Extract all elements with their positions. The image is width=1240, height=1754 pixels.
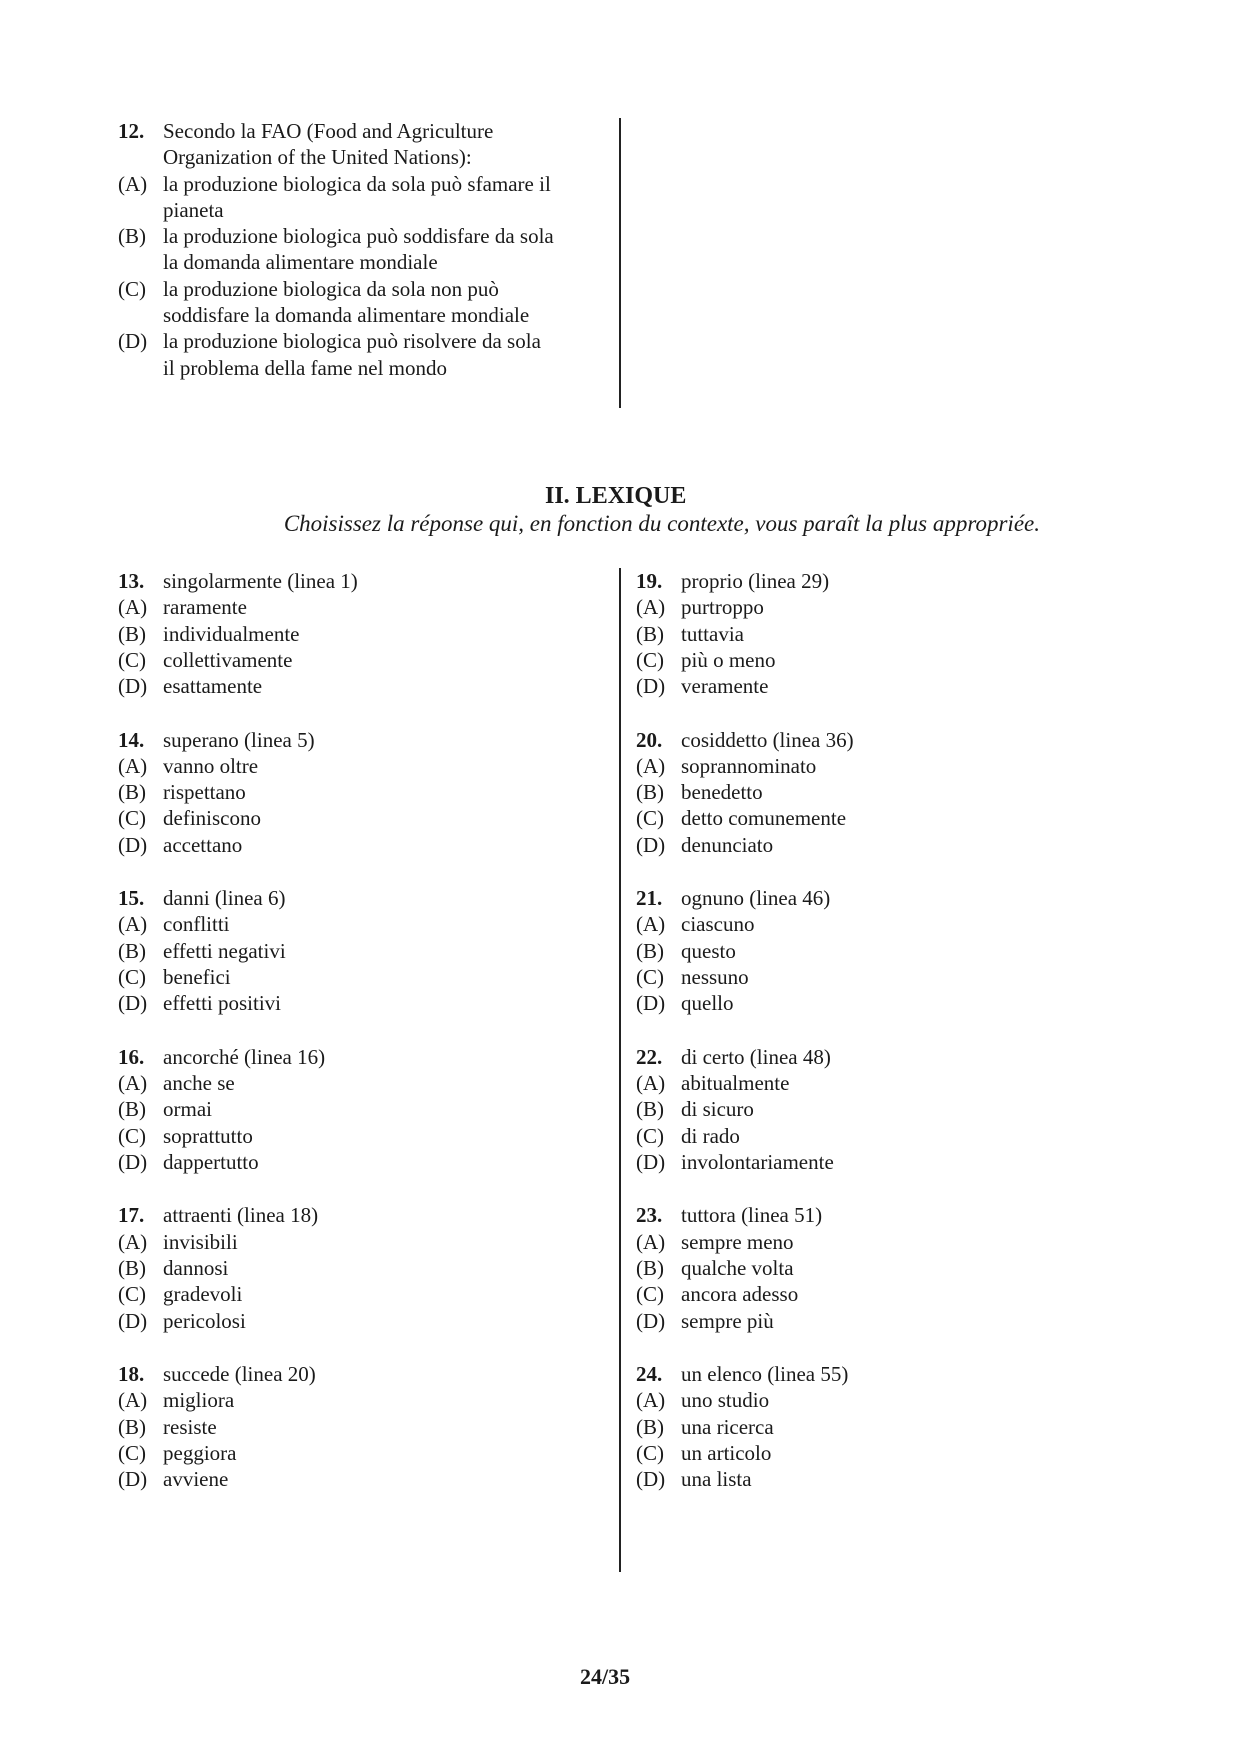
question-12 xyxy=(118,118,596,381)
option-label: (C) xyxy=(118,806,146,831)
option-label: (B) xyxy=(636,938,664,963)
option-label: (A) xyxy=(118,1071,148,1096)
option-text: dannosi xyxy=(163,1255,229,1280)
option-text: peggiora xyxy=(163,1440,237,1465)
option-text: un articolo xyxy=(681,1440,772,1465)
option-label: (C) xyxy=(118,276,146,301)
option-label: (B) xyxy=(118,1414,146,1439)
answer-option xyxy=(118,964,596,990)
answer-option xyxy=(118,990,596,1016)
option-label: (C) xyxy=(118,647,146,672)
option-label: (D) xyxy=(118,674,148,699)
option-label: (D) xyxy=(118,1467,148,1492)
option-text: invisibili xyxy=(163,1229,238,1254)
option-text: effetti positivi xyxy=(163,991,282,1016)
column-divider-lexique xyxy=(619,568,621,1572)
section-instructions: Choisissez la réponse qui, en fonction du contexte, vous paraît la plus appropriée. xyxy=(283,511,1040,536)
option-label: (A) xyxy=(118,1229,148,1254)
option-text: raramente xyxy=(163,595,247,620)
option-text: quello xyxy=(681,991,734,1016)
question-13 xyxy=(118,568,596,699)
answer-option xyxy=(118,1255,596,1281)
question-stem: di certo (linea 48) xyxy=(681,1044,831,1069)
answer-option xyxy=(636,673,1114,699)
option-label: (A) xyxy=(636,1071,666,1096)
option-label: (D) xyxy=(118,1149,148,1174)
answer-option xyxy=(636,990,1114,1016)
question-20 xyxy=(636,727,1114,858)
option-label: (C) xyxy=(636,1123,664,1148)
question-number: 13. xyxy=(118,569,145,593)
question-14 xyxy=(118,727,596,858)
page-number: 24/35 xyxy=(580,1664,631,1689)
option-label: (A) xyxy=(118,912,148,937)
option-text: questo xyxy=(681,938,736,963)
option-label: (C) xyxy=(636,965,664,990)
answer-option xyxy=(118,1308,596,1334)
answer-option xyxy=(118,1149,596,1175)
option-label: (C) xyxy=(636,1440,664,1465)
answer-option xyxy=(118,938,596,964)
option-label: (B) xyxy=(636,1255,664,1280)
question-stem: tuttora (linea 51) xyxy=(681,1203,823,1228)
option-text: esattamente xyxy=(163,674,263,699)
answer-option xyxy=(636,1229,1114,1255)
option-text: accettano xyxy=(163,832,243,857)
option-text: soprattutto xyxy=(163,1123,253,1148)
option-text: una lista xyxy=(681,1467,752,1492)
option-text: involontariamente xyxy=(681,1149,834,1174)
question-number: 20. xyxy=(636,727,663,752)
option-label: (C) xyxy=(636,647,664,672)
question-number: 21. xyxy=(636,886,663,911)
option-text: veramente xyxy=(681,674,769,699)
option-text: pericolosi xyxy=(163,1308,246,1333)
option-label: (C) xyxy=(636,1282,664,1307)
option-text: qualche volta xyxy=(681,1255,794,1280)
option-label: (D) xyxy=(636,674,666,699)
answer-option xyxy=(118,753,596,779)
option-text: detto comunemente xyxy=(681,806,847,831)
option-label: (B) xyxy=(118,1097,146,1122)
answer-option xyxy=(636,753,1114,779)
option-text: purtroppo xyxy=(681,595,764,620)
answer-option xyxy=(636,832,1114,858)
option-label: (C) xyxy=(118,1440,146,1465)
question-number: 12. xyxy=(118,119,145,143)
answer-option xyxy=(118,1414,596,1440)
question-stem: Secondo la FAO (Food and Agriculture xyxy=(163,119,494,143)
question-stem-continued: Organization of the United Nations): xyxy=(163,145,472,170)
option-text: di rado xyxy=(681,1123,740,1148)
answer-option xyxy=(118,1123,596,1149)
question-stem: superano (linea 5) xyxy=(163,727,315,752)
answer-option xyxy=(636,1414,1114,1440)
option-text: benedetto xyxy=(681,780,763,805)
column-divider-top xyxy=(619,118,621,408)
option-label: (D) xyxy=(118,329,148,354)
answer-option xyxy=(636,1123,1114,1149)
question-stem: ancorché (linea 16) xyxy=(163,1044,326,1069)
option-text: uno studio xyxy=(681,1388,770,1413)
question-number: 15. xyxy=(118,886,145,911)
question-number: 16. xyxy=(118,1044,145,1069)
option-text: una ricerca xyxy=(681,1414,774,1439)
question-stem: un elenco (linea 55) xyxy=(681,1362,849,1386)
answer-option xyxy=(636,779,1114,805)
option-text: gradevoli xyxy=(163,1282,243,1307)
question-17 xyxy=(118,1202,596,1333)
option-label: (B) xyxy=(118,1255,146,1280)
option-label: (A) xyxy=(636,1388,666,1413)
answer-option xyxy=(118,832,596,858)
question-15 xyxy=(118,885,596,1016)
option-text: migliora xyxy=(163,1388,235,1413)
option-label: (B) xyxy=(636,1097,664,1122)
option-label: (C) xyxy=(118,965,146,990)
option-text: la produzione biologica da sola non può xyxy=(163,276,499,301)
question-19 xyxy=(636,568,1114,699)
answer-option xyxy=(118,647,596,673)
answer-option xyxy=(636,1096,1114,1122)
option-text: resiste xyxy=(163,1414,217,1439)
option-text: abitualmente xyxy=(681,1071,790,1096)
answer-option xyxy=(118,1096,596,1122)
question-18 xyxy=(118,1361,596,1492)
answer-option xyxy=(118,911,596,937)
answer-option xyxy=(636,1440,1114,1466)
answer-option xyxy=(636,1149,1114,1175)
answer-option xyxy=(636,964,1114,990)
answer-option xyxy=(118,805,596,831)
question-stem: proprio (linea 29) xyxy=(681,569,830,593)
question-number: 17. xyxy=(118,1203,145,1228)
option-text: denunciato xyxy=(681,832,774,857)
answer-option xyxy=(118,1281,596,1307)
option-label: (D) xyxy=(636,1149,666,1174)
option-text: ancora adesso xyxy=(681,1282,799,1307)
answer-option xyxy=(118,1440,596,1466)
question-stem: succede (linea 20) xyxy=(163,1362,316,1386)
option-label: (B) xyxy=(118,780,146,805)
question-21 xyxy=(636,885,1114,1016)
option-text: benefici xyxy=(163,965,231,990)
option-label: (D) xyxy=(118,1308,148,1333)
option-text: dappertutto xyxy=(163,1149,259,1174)
question-23 xyxy=(636,1202,1114,1333)
option-label: (A) xyxy=(118,595,148,620)
answer-option xyxy=(636,594,1114,620)
option-text-continued: soddisfare la domanda alimentare mondiale xyxy=(163,303,530,328)
answer-option xyxy=(636,1308,1114,1334)
option-label: (D) xyxy=(636,832,666,857)
answer-option xyxy=(636,805,1114,831)
option-text: ormai xyxy=(163,1097,212,1122)
question-number: 22. xyxy=(636,1044,663,1069)
option-text: individualmente xyxy=(163,621,300,646)
option-label: (B) xyxy=(118,938,146,963)
answer-option xyxy=(118,673,596,699)
option-text: effetti negativi xyxy=(163,938,286,963)
option-label: (A) xyxy=(118,1388,148,1413)
option-label: (A) xyxy=(636,1229,666,1254)
answer-option xyxy=(118,1387,596,1413)
option-label: (C) xyxy=(118,1123,146,1148)
option-label: (B) xyxy=(636,780,664,805)
option-label: (D) xyxy=(118,991,148,1016)
option-text: avviene xyxy=(163,1467,229,1492)
option-label: (D) xyxy=(636,991,666,1016)
answer-option xyxy=(636,1387,1114,1413)
option-text: tuttavia xyxy=(681,621,744,646)
answer-option xyxy=(636,911,1114,937)
option-text: collettivamente xyxy=(163,647,293,672)
option-text: conflitti xyxy=(163,912,230,937)
option-text-continued: la domanda alimentare mondiale xyxy=(163,250,438,275)
option-label: (B) xyxy=(636,1414,664,1439)
question-22 xyxy=(636,1044,1114,1175)
option-label: (A) xyxy=(118,171,148,196)
option-label: (B) xyxy=(636,621,664,646)
answer-option xyxy=(118,1070,596,1096)
question-stem: ognuno (linea 46) xyxy=(681,886,831,911)
option-text-continued: pianeta xyxy=(163,197,224,222)
option-label: (C) xyxy=(636,806,664,831)
option-label: (A) xyxy=(636,595,666,620)
answer-option xyxy=(118,779,596,805)
option-text: nessuno xyxy=(681,965,749,990)
option-label: (D) xyxy=(636,1467,666,1492)
option-text: la produzione biologica da sola può sfamare il xyxy=(163,171,551,196)
question-number: 19. xyxy=(636,569,663,593)
question-number: 24. xyxy=(636,1362,663,1386)
question-stem: cosiddetto (linea 36) xyxy=(681,727,854,752)
answer-option xyxy=(636,647,1114,673)
answer-option xyxy=(636,1070,1114,1096)
option-label: (A) xyxy=(636,753,666,778)
option-label: (D) xyxy=(118,832,148,857)
answer-option xyxy=(118,621,596,647)
option-label: (B) xyxy=(118,621,146,646)
question-16 xyxy=(118,1044,596,1175)
option-text: sempre meno xyxy=(681,1229,794,1254)
option-text: vanno oltre xyxy=(163,753,259,778)
question-stem: singolarmente (linea 1) xyxy=(163,569,358,593)
option-text: definiscono xyxy=(163,806,261,831)
option-text-continued: il problema della fame nel mondo xyxy=(163,355,447,380)
answer-option xyxy=(636,1466,1114,1492)
option-label: (A) xyxy=(636,912,666,937)
answer-option xyxy=(636,1255,1114,1281)
option-label: (C) xyxy=(118,1282,146,1307)
option-text: soprannominato xyxy=(681,753,817,778)
answer-option xyxy=(118,1466,596,1492)
question-stem: attraenti (linea 18) xyxy=(163,1203,319,1228)
section-title: II. LEXIQUE xyxy=(545,483,687,509)
answer-option xyxy=(636,1281,1114,1307)
option-text: sempre più xyxy=(681,1308,774,1333)
option-label: (D) xyxy=(636,1308,666,1333)
option-text: anche se xyxy=(163,1071,235,1096)
question-number: 18. xyxy=(118,1362,145,1386)
option-text: rispettano xyxy=(163,780,246,805)
answer-option xyxy=(118,1229,596,1255)
question-number: 14. xyxy=(118,727,145,752)
question-number: 23. xyxy=(636,1203,663,1228)
option-text: la produzione biologica può soddisfare da sola xyxy=(163,224,554,249)
answer-option xyxy=(118,594,596,620)
option-label: (B) xyxy=(118,224,146,249)
option-text: più o meno xyxy=(681,647,776,672)
option-text: ciascuno xyxy=(681,912,755,937)
answer-option xyxy=(636,938,1114,964)
question-24 xyxy=(636,1361,1114,1492)
question-stem: danni (linea 6) xyxy=(163,886,286,911)
option-text: di sicuro xyxy=(681,1097,754,1122)
option-label: (A) xyxy=(118,753,148,778)
option-text: la produzione biologica può risolvere da sola xyxy=(163,329,541,354)
answer-option xyxy=(636,621,1114,647)
